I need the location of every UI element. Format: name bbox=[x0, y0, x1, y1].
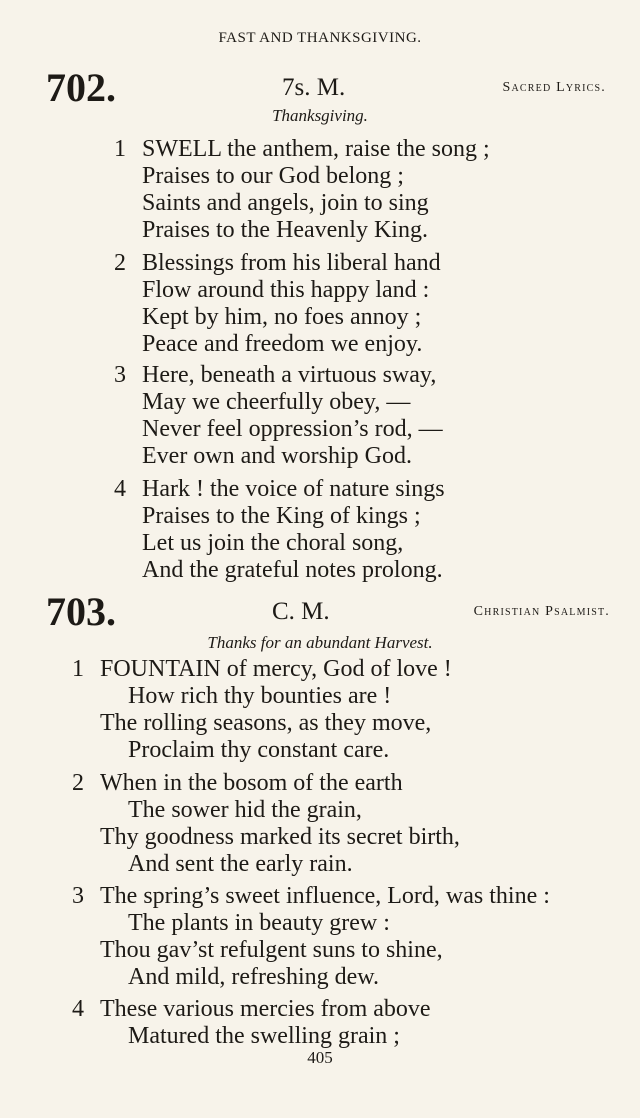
hymn-source: Christian Psalmist. bbox=[473, 604, 610, 619]
verse-text: Ever own and worship God. bbox=[142, 443, 412, 469]
verse-line bbox=[0, 737, 640, 764]
verse-line bbox=[0, 770, 640, 797]
verse-text: Never feel oppression’s rod, — bbox=[142, 416, 443, 442]
verse-text: Let us join the choral song, bbox=[142, 530, 404, 556]
stanza bbox=[0, 250, 640, 358]
verse-text: The rolling seasons, as they move, bbox=[100, 710, 432, 736]
verse-text: Matured the swelling grain ; bbox=[128, 1023, 400, 1049]
verse-text: And sent the early rain. bbox=[128, 851, 353, 877]
page-number: 405 bbox=[307, 1048, 333, 1067]
verse-line bbox=[0, 910, 640, 937]
verse-text: Praises to the Heavenly King. bbox=[142, 217, 428, 243]
hymn-header bbox=[0, 589, 640, 636]
stanza bbox=[0, 136, 640, 244]
verse-line bbox=[0, 530, 640, 557]
verse-text: The spring’s sweet influence, Lord, was thine : bbox=[100, 883, 550, 909]
verse-line bbox=[0, 362, 640, 389]
verse-text: Thy goodness marked its secret birth, bbox=[100, 824, 460, 850]
stanza-number: 4 bbox=[72, 996, 84, 1022]
stanza-number: 1 bbox=[72, 656, 84, 682]
hymn-subtitle: Thanks for an abundant Harvest. bbox=[207, 633, 433, 652]
verse-text: The plants in beauty grew : bbox=[128, 910, 390, 936]
verse-text: These various mercies from above bbox=[100, 996, 431, 1022]
hymn-subtitle: Thanksgiving. bbox=[272, 106, 368, 125]
verse-line bbox=[0, 656, 640, 683]
stanza bbox=[0, 476, 640, 584]
verse-text: The sower hid the grain, bbox=[128, 797, 362, 823]
verse-line bbox=[0, 416, 640, 443]
verse-text: Praises to the King of kings ; bbox=[142, 503, 421, 529]
verse-line bbox=[0, 557, 640, 584]
running-head: FAST AND THANKSGIVING. bbox=[218, 30, 422, 46]
verse-text: How rich thy bounties are ! bbox=[128, 683, 392, 709]
verse-text: Thou gav’st refulgent suns to shine, bbox=[100, 937, 443, 963]
verse-text: FOUNTAIN of mercy, God of love ! bbox=[100, 656, 452, 682]
stanza bbox=[0, 656, 640, 764]
hymn-meter: 7s. M. bbox=[282, 74, 346, 101]
hymn-meter: C. M. bbox=[272, 598, 330, 625]
verse-line bbox=[0, 217, 640, 244]
verse-text: May we cheerfully obey, — bbox=[142, 389, 411, 415]
verse-line bbox=[0, 443, 640, 470]
verse-text: Saints and angels, join to sing bbox=[142, 190, 429, 216]
stanza bbox=[0, 770, 640, 878]
verse-text: Kept by him, no foes annoy ; bbox=[142, 304, 422, 330]
verse-text: SWELL the anthem, raise the song ; bbox=[142, 136, 490, 162]
verse-text: And the grateful notes prolong. bbox=[142, 557, 443, 583]
verse-line bbox=[0, 503, 640, 530]
verse-line bbox=[0, 851, 640, 878]
hymn-number: 703. bbox=[46, 589, 116, 634]
verse-line bbox=[0, 824, 640, 851]
verse-line bbox=[0, 1023, 640, 1050]
verse-line bbox=[0, 190, 640, 217]
verse-line bbox=[0, 964, 640, 991]
stanza-number: 2 bbox=[72, 770, 84, 796]
verse-text: Flow around this happy land : bbox=[142, 277, 430, 303]
verse-line bbox=[0, 331, 640, 358]
verse-text: Proclaim thy constant care. bbox=[128, 737, 390, 763]
stanza-number: 3 bbox=[72, 883, 84, 909]
verse-text: And mild, refreshing dew. bbox=[128, 964, 380, 990]
stanza-number: 1 bbox=[114, 136, 126, 162]
hymn-number: 702. bbox=[46, 65, 116, 110]
verse-line bbox=[0, 996, 640, 1023]
stanza bbox=[0, 996, 640, 1050]
stanza-number: 2 bbox=[114, 250, 126, 276]
verse-line bbox=[0, 389, 640, 416]
verse-text: Hark ! the voice of nature sings bbox=[142, 476, 445, 502]
verse-line bbox=[0, 797, 640, 824]
verse-line bbox=[0, 476, 640, 503]
verse-line bbox=[0, 883, 640, 910]
verse-line bbox=[0, 163, 640, 190]
verse-text: Praises to our God belong ; bbox=[142, 163, 404, 189]
verse-text: When in the bosom of the earth bbox=[100, 770, 403, 796]
stanza-number: 3 bbox=[114, 362, 126, 388]
stanza bbox=[0, 362, 640, 470]
verse-line bbox=[0, 277, 640, 304]
verse-line bbox=[0, 937, 640, 964]
hymn-source: Sacred Lyrics. bbox=[502, 80, 606, 95]
verse-text: Here, beneath a virtuous sway, bbox=[142, 362, 437, 388]
verse-text: Peace and freedom we enjoy. bbox=[142, 331, 423, 357]
verse-line bbox=[0, 304, 640, 331]
verse-text: Blessings from his liberal hand bbox=[142, 250, 441, 276]
verse-line bbox=[0, 136, 640, 163]
stanza bbox=[0, 883, 640, 991]
stanza-number: 4 bbox=[114, 476, 126, 502]
verse-line bbox=[0, 683, 640, 710]
verse-line bbox=[0, 250, 640, 277]
verse-line bbox=[0, 710, 640, 737]
